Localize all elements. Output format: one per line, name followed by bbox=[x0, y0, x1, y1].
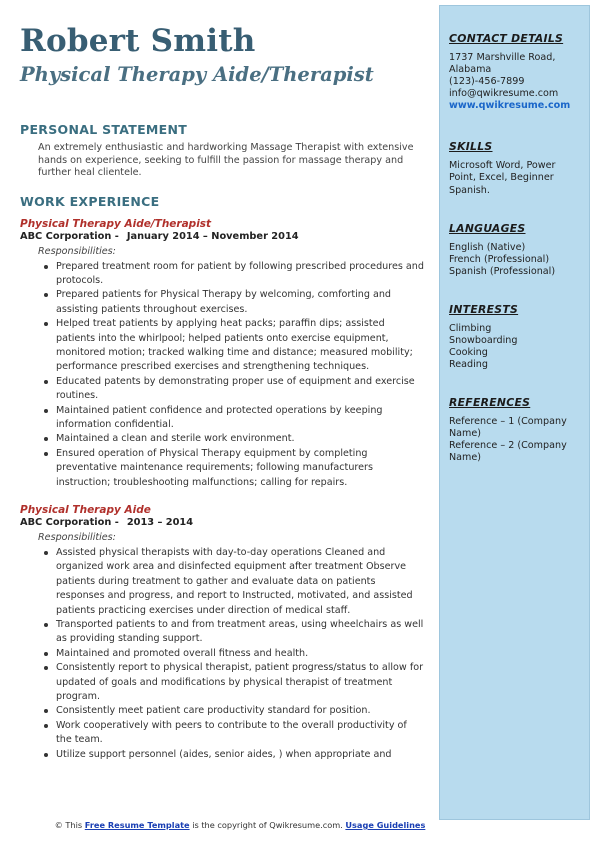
main-column bbox=[20, 22, 425, 762]
list-item: Maintained and promoted overall fitness and health. bbox=[56, 647, 425, 661]
job-entry bbox=[20, 218, 425, 491]
references-section bbox=[449, 396, 581, 464]
interest-item: Climbing bbox=[449, 322, 492, 334]
list-item: Utilize support personnel (aides, senior aides, ) when appropriate and bbox=[56, 748, 425, 762]
free-resume-template-link[interactable]: Free Resume Template bbox=[84, 820, 190, 830]
responsibilities-list bbox=[20, 260, 425, 491]
interest-item: Snowboarding bbox=[449, 334, 518, 346]
list-item: Transported patients to and from treatment areas, using wheelchairs as well as providing standing support. bbox=[56, 618, 425, 647]
job-entry bbox=[20, 504, 425, 762]
list-item: Work cooperatively with peers to contribute to the overall productivity of the team. bbox=[56, 719, 425, 748]
list-item: Assisted physical therapists with day-to-day operations Cleaned and organized work area and disinfected equipment after treatment Observe patients during treatment to gather and evaluate data on patients responses and progress, and report to Instructed, motivated, and assisted patients practicing exercises under direction of medical staff. bbox=[56, 546, 425, 618]
interest-item: Cooking bbox=[449, 346, 488, 358]
section-title-languages: LANGUAGES bbox=[449, 222, 526, 236]
section-title-skills: SKILLS bbox=[449, 139, 493, 153]
footer-copyright-text: is the copyright of Qwikresume.com. bbox=[192, 820, 343, 830]
job-company: ABC Corporation - bbox=[20, 230, 119, 242]
candidate-role: Physical Therapy Aide/Therapist bbox=[20, 63, 374, 86]
responsibilities-list bbox=[20, 546, 425, 762]
section-title-references: REFERENCES bbox=[449, 396, 531, 410]
work-experience-section bbox=[20, 194, 425, 763]
footer bbox=[0, 819, 480, 831]
skills-section bbox=[449, 140, 581, 198]
responsibilities-label: Responsibilities: bbox=[38, 532, 116, 543]
section-title-contact: CONTACT DETAILS bbox=[449, 32, 564, 45]
job-company: ABC Corporation - bbox=[20, 517, 119, 528]
language-item: English (Native) bbox=[449, 242, 526, 254]
candidate-name: Robert Smith bbox=[20, 23, 256, 59]
list-item: Ensured operation of Physical Therapy equipment by completing preventative maintenance requirements; following manufacturers instruction; troubleshooting malfunctions; calling for repairs. bbox=[56, 447, 425, 490]
reference-item: Reference – 2 (Company Name) bbox=[449, 440, 567, 464]
list-item: Consistently meet patient care productivity standard for position. bbox=[56, 704, 425, 718]
contact-phone: (123)-456-7899 bbox=[449, 75, 525, 87]
usage-guidelines-link[interactable]: Usage Guidelines bbox=[345, 820, 426, 830]
list-item: Consistently report to physical therapist, patient progress/status to allow for updated of goals and modifications by physical therapist of treatment program. bbox=[56, 661, 425, 704]
responsibilities-label: Responsibilities: bbox=[38, 245, 116, 257]
contact-section bbox=[449, 32, 581, 112]
contact-email[interactable]: info@qwikresume.com bbox=[449, 87, 559, 99]
interest-item: Reading bbox=[449, 358, 488, 370]
list-item: Helped treat patients by applying heat packs; paraffin dips; assisted patients into the whirlpool; helped patients onto exercise equipment, monitored motion; tracked walking time and distance; measured mobility; performance prescribed exercises and strengthening techniques. bbox=[56, 317, 425, 375]
list-item: Educated patents by demonstrating proper use of equipment and exercise routines. bbox=[56, 375, 425, 404]
list-item: Maintained a clean and sterile work environment. bbox=[56, 432, 425, 446]
skills-text: Microsoft Word, Power Point, Excel, Beginner Spanish. bbox=[449, 159, 556, 196]
interests-section bbox=[449, 303, 581, 371]
language-item: Spanish (Professional) bbox=[449, 265, 556, 277]
job-dates: 2013 – 2014 bbox=[126, 517, 194, 528]
list-item: Maintained patient confidence and protected operations by keeping information confidential. bbox=[56, 404, 425, 433]
job-dates: January 2014 – November 2014 bbox=[126, 230, 299, 242]
sidebar bbox=[439, 5, 590, 820]
personal-statement-section bbox=[20, 122, 425, 180]
job-title: Physical Therapy Aide/Therapist bbox=[20, 217, 212, 230]
job-title: Physical Therapy Aide bbox=[20, 504, 151, 516]
job-company-line bbox=[20, 517, 425, 529]
personal-statement-text: An extremely enthusiastic and hardworking Massage Therapist with extensive hands on experience, seeking to fulfill the passion for massage therapy and further heal clientele. bbox=[38, 142, 414, 178]
list-item: Prepared treatment room for patient by following prescribed procedures and protocols. bbox=[56, 260, 425, 289]
footer-prefix: © This bbox=[54, 820, 83, 830]
job-company-line bbox=[20, 231, 425, 243]
reference-item: Reference – 1 (Company Name) bbox=[449, 416, 567, 440]
section-title-work: WORK EXPERIENCE bbox=[20, 193, 160, 209]
language-item: French (Professional) bbox=[449, 254, 550, 266]
languages-section bbox=[449, 222, 581, 278]
contact-address: 1737 Marshville Road, Alabama bbox=[449, 52, 556, 75]
contact-website-link[interactable]: www.qwikresume.com bbox=[449, 99, 571, 111]
list-item: Prepared patients for Physical Therapy by welcoming, comforting and assisting patients throughout exercises. bbox=[56, 288, 425, 317]
section-title-personal: PERSONAL STATEMENT bbox=[20, 122, 188, 137]
section-title-interests: INTERESTS bbox=[449, 302, 519, 316]
